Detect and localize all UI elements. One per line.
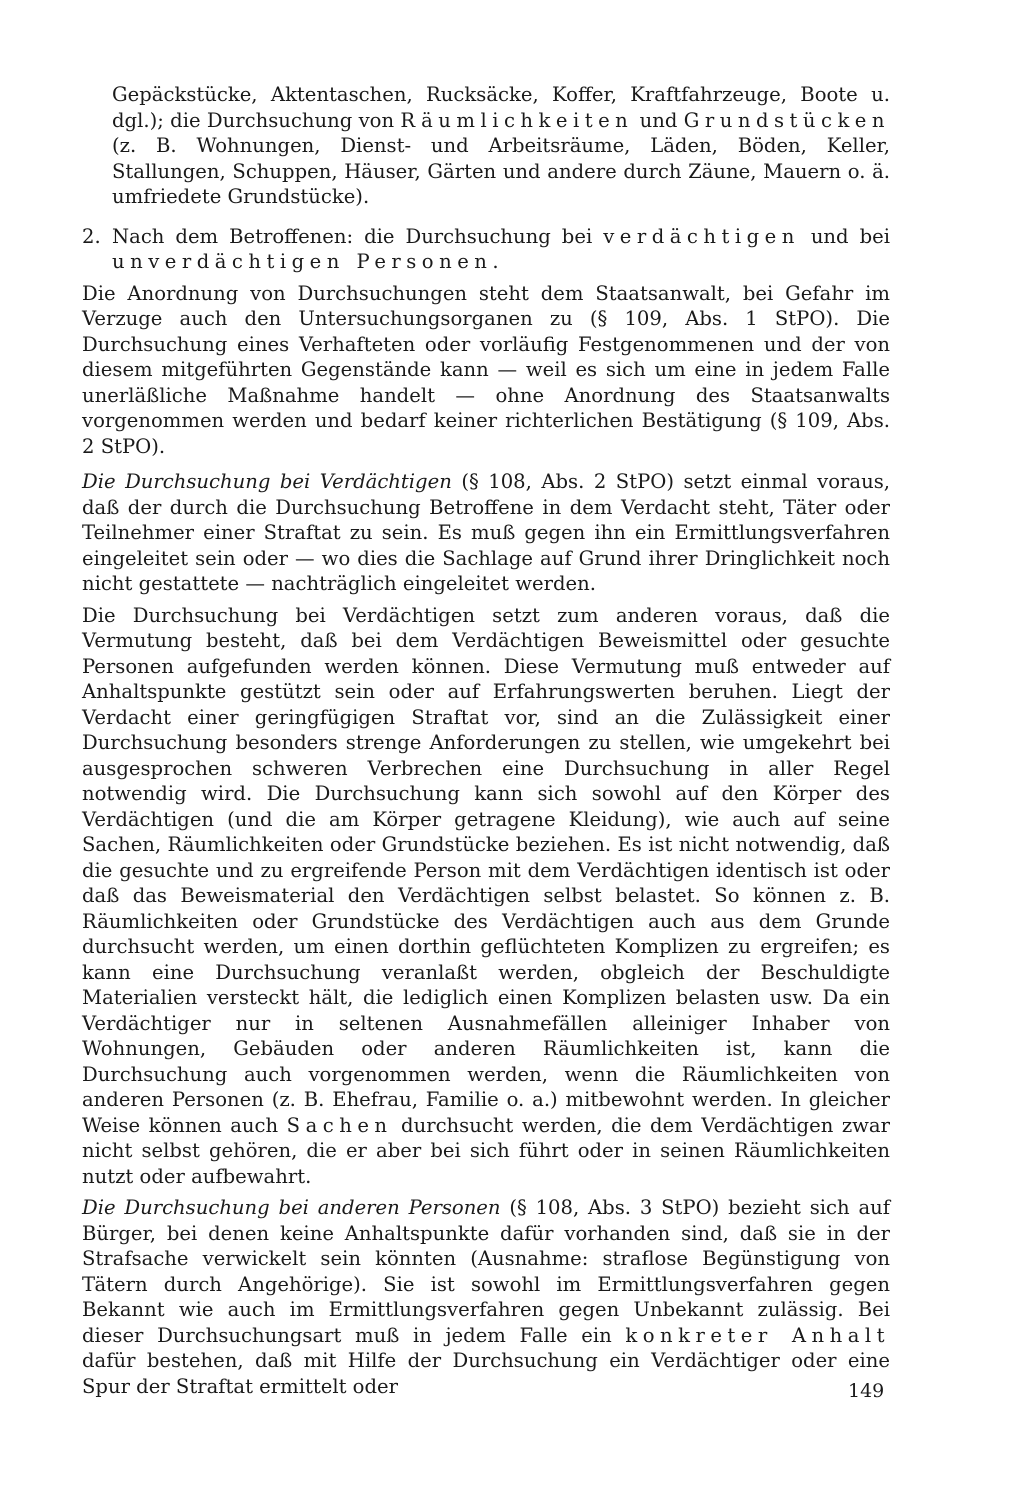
paragraph-vermutung bbox=[82, 603, 890, 1190]
paragraph-anordnung: Die Anordnung von Durchsuchungen steht dem Staatsanwalt, bei Gefahr im Verzuge auch den Untersuchungsorganen zu (§ 109, Abs. 1 StPO). Die Durchsuchung eines Verhafteten oder vorläufig Festgenommenen und der von diesem mitgeführten Gegenstände kann — weil es sich um eine in jedem Falle unerläßliche Maßnahme handelt — ohne Anordnung des Staatsanwalts vorgenommen werden und bedarf keiner richterlichen Bestätigung (§ 109, Abs. 2 StPO). bbox=[82, 281, 890, 458]
list-item-text: . bbox=[492, 250, 499, 273]
italic-heading: Die Durchsuchung bei Verdächtigen bbox=[82, 470, 452, 493]
list-item-text: und bei bbox=[799, 224, 890, 248]
continuation-text: und bbox=[633, 108, 684, 132]
spaced-emphasis-sachen: Sachen bbox=[286, 1113, 393, 1137]
continuation-text: Gepäckstücke, Aktentaschen, Rucksäcke, Koffer, Kraftfahrzeuge, Boote u. dgl.); die Durchsuchung von bbox=[112, 83, 890, 132]
spaced-emphasis-verdaechtigen: verdächtigen bbox=[603, 224, 800, 248]
page-text bbox=[82, 82, 890, 1405]
page-number: 149 bbox=[848, 1380, 885, 1402]
spaced-emphasis-konkreter-anhalt: konkreter Anhalt bbox=[625, 1323, 890, 1347]
list-item-2 bbox=[82, 224, 890, 275]
paragraph-andere-personen bbox=[82, 1195, 890, 1399]
paragraph-text: dafür bestehen, daß mit Hilfe der Durchsuchung ein Verdächtiger oder eine Spur der Straftat ermittelt oder bbox=[82, 1349, 890, 1398]
paragraph-verdaechtige bbox=[82, 469, 890, 597]
list-item-continuation bbox=[112, 82, 890, 210]
paragraph-text: durchsucht werden, die dem Verdächtigen zwar nicht selbst gehören, die er aber bei sich führt oder in seinen Räumlichkeiten nutzt oder aufbewahrt. bbox=[82, 1113, 890, 1188]
paragraph-text: (§ 108, Abs. 3 StPO) bezieht sich auf Bürger, bei denen keine Anhaltspunkte dafür vorhanden sind, daß sie in der Strafsache verwickelt sein könnten (Ausnahme: straflose Begünstigung von Tätern durch Angehörige). Sie ist sowohl im Ermittlungsverfahren gegen Bekannt wie auch im Ermittlungsverfahren gegen Unbekannt zulässig. Bei dieser Durchsuchungsart muß in jedem Falle ein bbox=[82, 1196, 890, 1347]
spaced-emphasis-raeumlichkeiten: Räumlichkeiten bbox=[400, 108, 634, 132]
list-item-body bbox=[112, 224, 890, 275]
list-item-text: Nach dem Betroffenen: die Durchsuchung bei bbox=[112, 224, 604, 248]
spaced-emphasis-grundstuecken: Grundstücken bbox=[683, 108, 890, 132]
continuation-text: (z. B. Wohnungen, Dienst- und Arbeitsräume, Läden, Böden, Keller, Stallungen, Schuppen, Häuser, Gärten und andere durch Zäune, Mauern o. ä. umfriedete Grundstücke). bbox=[112, 134, 890, 208]
list-item-number: 2. bbox=[82, 224, 101, 248]
spaced-emphasis-unverdaechtigen-personen: unverdächtigen Personen bbox=[112, 250, 493, 273]
italic-heading: Die Durchsuchung bei anderen Personen bbox=[82, 1196, 501, 1219]
paragraph-text: (§ 108, Abs. 2 StPO) setzt einmal voraus, daß der durch die Durchsuchung Betroffene in dem Verdacht steht, Täter oder Teilnehmer einer Straftat zu sein. Es muß gegen ihn ein Ermittlungsverfahren eingeleitet sein oder — wo dies die Sachlage auf Grund ihrer Dringlichkeit noch nicht gestattete — nachträglich eingeleitet werden. bbox=[82, 470, 891, 595]
paragraph-text: Die Durchsuchung bei Verdächtigen setzt zum anderen voraus, daß die Vermutung besteht, daß bei dem Verdächtigen Beweismittel oder gesuchte Personen aufgefunden werden können. Diese Vermutung muß entweder auf Anhaltspunkte gestützt sein oder auf Erfahrungswerten beruhen. Liegt der Verdacht einer geringfügigen Straftat vor, sind an die Zulässigkeit einer Durchsuchung besonders strenge Anforderungen zu stellen, wie umgekehrt bei ausgesprochen schweren Verbrechen eine Durchsuchung in aller Regel notwendig wird. Die Durchsuchung kann sich sowohl auf den Körper des Verdächtigen (und die am Körper getragene Kleidung), wie auch auf seine Sachen, Räumlichkeiten oder Grundstücke beziehen. Es ist nicht notwendig, daß die gesuchte und zu ergreifende Person mit dem Verdächtigen identisch ist oder daß das Beweismaterial den Verdächtigen selbst belastet. So können z. B. Räumlichkeiten oder Grundstücke des Verdächtigen auch aus dem Grunde durchsucht werden, um einen dorthin geflüchteten Komplizen zu ergreifen; es kann eine Durchsuchung veranlaßt werden, obgleich der Beschuldigte Materialien versteckt hält, die lediglich einen Komplizen belasten usw. Da ein Verdächtiger nur in seltenen Ausnahmefällen alleiniger Inhaber von Wohnungen, Gebäuden oder anderen Räumlichkeiten ist, kann die Durchsuchung auch vorgenommen werden, wenn die Räumlichkeiten von anderen Personen (z. B. Ehefrau, Familie o. a.) mitbewohnt werden. In gleicher Weise können auch bbox=[82, 603, 890, 1137]
